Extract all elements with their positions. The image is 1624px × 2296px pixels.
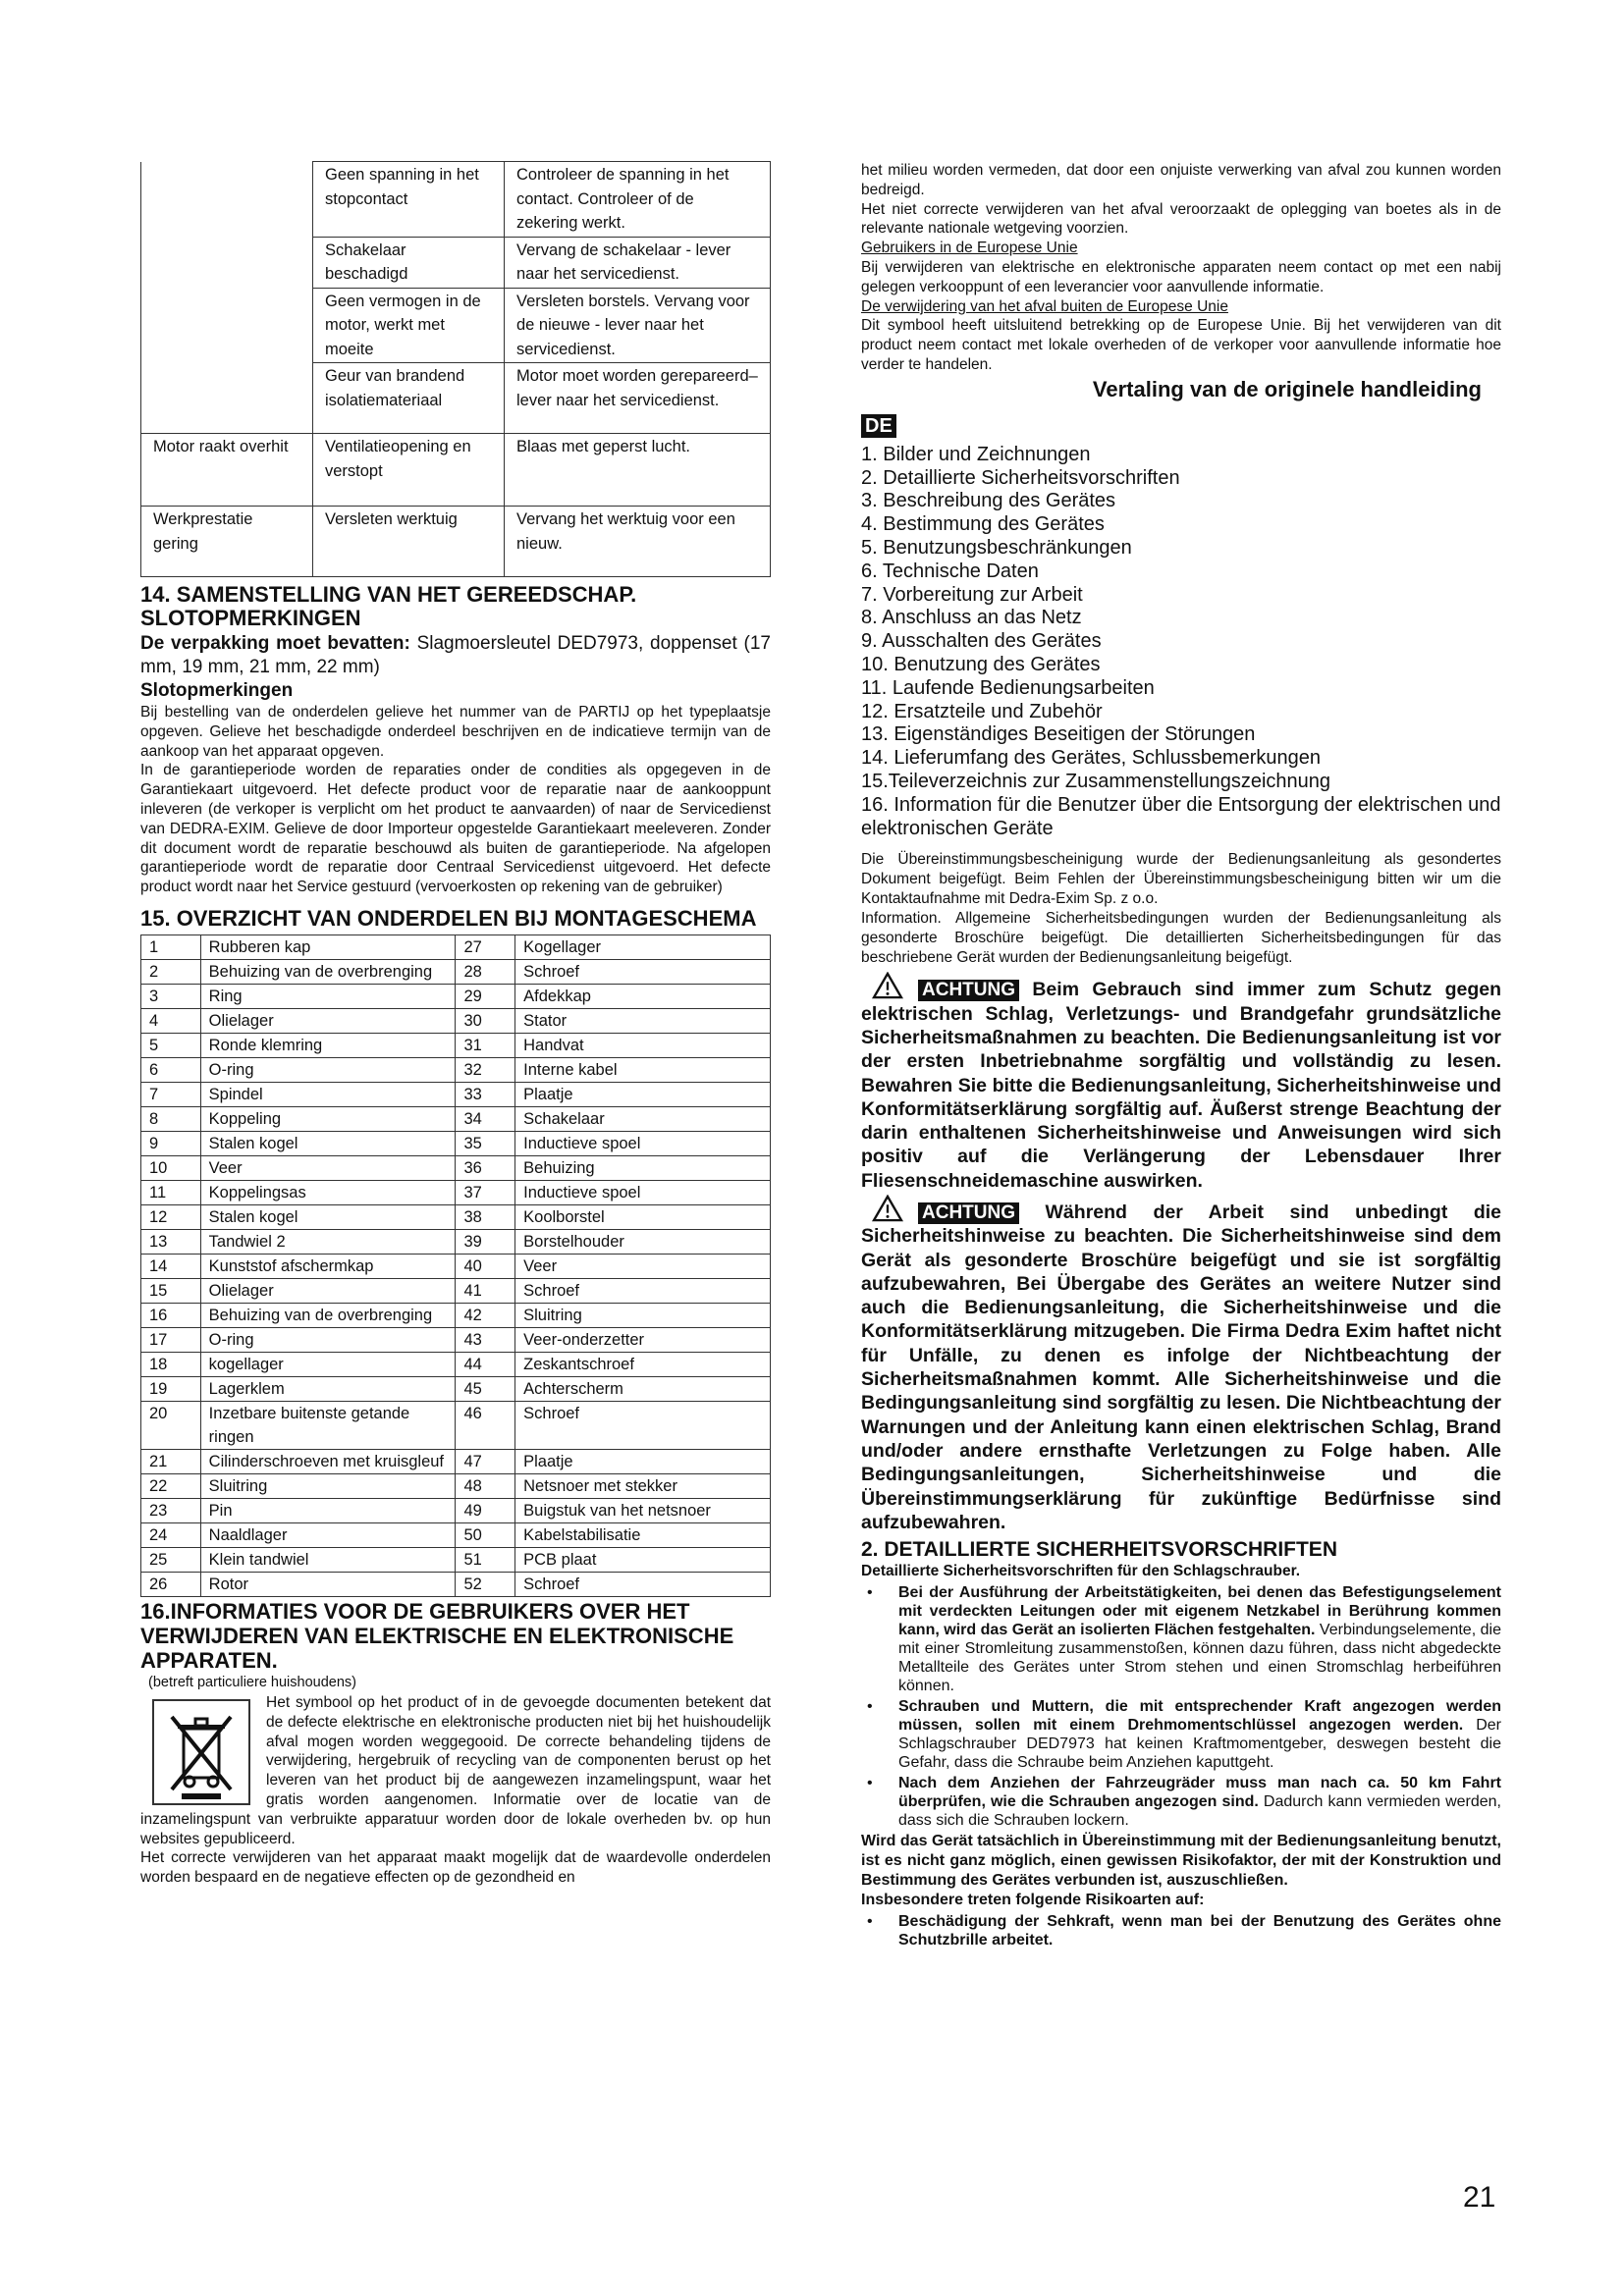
- parts-row: [141, 1376, 771, 1401]
- packaging-label: De verpakking moet bevatten:: [140, 633, 410, 654]
- part-name-cell: Inductieve spoel: [515, 1131, 771, 1155]
- section-14-sub: Slotopmerkingen: [140, 680, 294, 701]
- part-number-cell: 1: [141, 934, 201, 959]
- trouble-problem-cell: Geen spanning in het stopcontact: [313, 162, 505, 238]
- parts-row: [141, 1254, 771, 1278]
- section-16-title: 16.INFORMATIES VOOR DE GEBRUIKERS OVER HET VERWIJDEREN VAN ELEKTRISCHE EN ELEKTRONISCHE APPARATEN.: [140, 1598, 734, 1673]
- trouble-row: [141, 237, 771, 288]
- part-number-cell: 45: [456, 1376, 515, 1401]
- de-last-bullet: [861, 1912, 1501, 1949]
- part-name-cell: Ring: [200, 984, 456, 1008]
- part-number-cell: 36: [456, 1155, 515, 1180]
- de-bullet-bold: Schrauben und Muttern, die mit entsprechender Kraft angezogen werden müssen, sollen mit einem Drehmomentschlüssel angezogen werden.: [898, 1698, 1501, 1735]
- packaging-line: [140, 632, 771, 679]
- part-number-cell: 48: [456, 1473, 515, 1498]
- part-name-cell: O-ring: [200, 1327, 456, 1352]
- de-risk-types: Insbesondere treten folgende Risikoarten auf:: [861, 1892, 1205, 1909]
- parts-row: [141, 1522, 771, 1547]
- non-eu-title: De verwijdering van het afval buiten de Europese Unie: [861, 297, 1228, 315]
- parts-row: [141, 1547, 771, 1572]
- part-number-cell: 20: [141, 1401, 201, 1449]
- troubleshooting-table: [140, 161, 771, 577]
- part-name-cell: Olielager: [200, 1278, 456, 1303]
- trouble-cause-cell: [141, 288, 313, 363]
- toc-item: 12. Ersatzteile und Zubehör: [861, 700, 1103, 722]
- trouble-solution-cell: Motor moet worden gerepareerd– lever naar het servicedienst.: [505, 363, 771, 434]
- parts-row: [141, 934, 771, 959]
- parts-row: [141, 1057, 771, 1082]
- de-section-2-title: 2. DETAILLIERTE SICHERHEITSVORSCHRIFTEN: [861, 1538, 1337, 1562]
- section-14-p2: In de garantieperiode worden de reparaties onder de condities als opgegeven in de Garantiekaart uitgevoerd. Het defecte product voor de reparatie naar de aankooppunt inleveren (de verkoper is verplicht om het product te aanvaarden) of naar de Servicedienst van DEDRA-EXIM. Gelieve de door Importeur opgestelde Garantiekaart meeleveren. Zonder dit document wordt de reparatie beschouwd als buiten de garantieperiode. Na afgelopen garantieperiode wordt de reparatie door Centraal Servicedienst uitgevoerd. Het defecte product wordt naar het Service gestuurd (vervoerkosten op rekening van de gebruiker): [140, 762, 771, 896]
- toc-item: 3. Beschreibung des Gerätes: [861, 490, 1116, 512]
- parts-row: [141, 1449, 771, 1473]
- part-number-cell: 6: [141, 1057, 201, 1082]
- weee-p1: Het symbool op het product of in de gevoegde documenten betekent dat de defecte elektrische en elektronische producten niet bij het huishoudelijk afval mogen worden weggegooid. De correcte behandeling tijdens de verwijdering, hergebruik of recycling van de componenten berust op het leveren van het product bij de aangewezen inzamelingspunt, waar het gratis worden aangenomen. Informatie over de locatie van de inzamelingspunt van verbruikte apparatuur worden door de lokale overheden bv. op hun websites gepubliceerd.: [140, 1693, 771, 1847]
- part-number-cell: 11: [141, 1180, 201, 1204]
- part-number-cell: 14: [141, 1254, 201, 1278]
- part-name-cell: Rotor: [200, 1572, 456, 1596]
- part-name-cell: Veer: [515, 1254, 771, 1278]
- weee-block: [140, 1693, 771, 1888]
- part-number-cell: 4: [141, 1008, 201, 1033]
- part-name-cell: O-ring: [200, 1057, 456, 1082]
- trouble-solution-cell: Blaas met geperst lucht.: [505, 434, 771, 507]
- part-name-cell: Schroef: [515, 1278, 771, 1303]
- left-column: [140, 161, 771, 1888]
- warning-triangle-icon: [871, 972, 904, 999]
- trouble-cause-cell: [141, 237, 313, 288]
- language-badge-de: DE: [861, 414, 896, 438]
- part-name-cell: Veer-onderzetter: [515, 1327, 771, 1352]
- part-name-cell: Rubberen kap: [200, 934, 456, 959]
- toc-item: 8. Anschluss an das Netz: [861, 607, 1082, 629]
- part-number-cell: 5: [141, 1033, 201, 1057]
- trouble-row: [141, 507, 771, 577]
- part-number-cell: 15: [141, 1278, 201, 1303]
- part-name-cell: PCB plaat: [515, 1547, 771, 1572]
- bullet-dot: •: [867, 1698, 873, 1716]
- parts-row: [141, 1327, 771, 1352]
- part-name-cell: Sluitring: [515, 1303, 771, 1327]
- part-number-cell: 37: [456, 1180, 515, 1204]
- part-number-cell: 40: [456, 1254, 515, 1278]
- trouble-problem-cell: Geen vermogen in de motor, werkt met moeite: [313, 288, 505, 363]
- part-number-cell: 31: [456, 1033, 515, 1057]
- part-name-cell: Plaatje: [515, 1449, 771, 1473]
- parts-row: [141, 1278, 771, 1303]
- de-conformity-note: Die Übereinstimmungsbescheinigung wurde der Bedienungsanleitung als gesondertes Dokument beigefügt. Beim Fehlen der Übereinstimmungsbescheinigung bitten wir um die Kontaktaufnahme mit Dedra-Exim Sp. z o.o.: [861, 851, 1501, 908]
- part-name-cell: Stator: [515, 1008, 771, 1033]
- trouble-solution-cell: Controleer de spanning in het contact. Controleer of de zekering werkt.: [505, 162, 771, 238]
- part-number-cell: 32: [456, 1057, 515, 1082]
- trouble-problem-cell: Versleten werktuig: [313, 507, 505, 577]
- part-number-cell: 8: [141, 1106, 201, 1131]
- part-number-cell: 12: [141, 1204, 201, 1229]
- trouble-row: [141, 363, 771, 434]
- de-bullet-item: [861, 1697, 1501, 1772]
- part-number-cell: 10: [141, 1155, 201, 1180]
- part-number-cell: 23: [141, 1498, 201, 1522]
- part-name-cell: Spindel: [200, 1082, 456, 1106]
- part-number-cell: 26: [141, 1572, 201, 1596]
- part-name-cell: Ronde klemring: [200, 1033, 456, 1057]
- weee-p2: Het correcte verwijderen van het apparaat maakt mogelijk dat de waardevolle onderdelen worden bespaard en de negatieve effecten op de gezondheid en: [140, 1849, 771, 1887]
- de-risk-paragraph: Wird das Gerät tatsächlich in Übereinstimmung mit der Bedienungsanleitung benutzt, ist es nicht ganz möglich, einen gewissen Risikofaktor, der mit der Konstruktion und Bestimmung des Gerätes verbunden ist, auszuschließen.: [861, 1833, 1501, 1890]
- trouble-cause-cell: Werkprestatie gering: [141, 507, 313, 577]
- toc-item: 15.Teileverzeichnis zur Zusammenstellungszeichnung: [861, 770, 1331, 792]
- parts-row: [141, 1008, 771, 1033]
- part-name-cell: Buigstuk van het netsnoer: [515, 1498, 771, 1522]
- toc-item: 10. Benutzung des Gerätes: [861, 653, 1101, 675]
- part-number-cell: 47: [456, 1449, 515, 1473]
- part-name-cell: Achterscherm: [515, 1376, 771, 1401]
- crossed-out-bin-icon: [152, 1699, 250, 1805]
- trouble-cause-cell: Motor raakt overhit: [141, 434, 313, 507]
- part-name-cell: Inzetbare buitenste getande ringen: [200, 1401, 456, 1449]
- part-name-cell: Stalen kogel: [200, 1131, 456, 1155]
- de-information-note: Information. Allgemeine Sicherheitsbedingungen wurden der Bedienungsanleitung als gesonderte Broschüre beigefügt. Die detaillierten Sicherheitsbedingungen für das beschriebene Gerät wurden der Bedienungsanleitung beigefügt.: [861, 910, 1501, 967]
- part-number-cell: 3: [141, 984, 201, 1008]
- de-bullet-normal: Der Schlagschrauber DED7973 hat keinen Kraftmomentgeber, deswegen besteht die Gefahr, dass die Schraube beim Anziehen kaputtgeht.: [898, 1717, 1501, 1772]
- part-number-cell: 34: [456, 1106, 515, 1131]
- part-number-cell: 44: [456, 1352, 515, 1376]
- part-number-cell: 33: [456, 1082, 515, 1106]
- part-name-cell: Koppelingsas: [200, 1180, 456, 1204]
- bullet-dot: •: [867, 1584, 873, 1602]
- trouble-problem-cell: Ventilatieopening en verstopt: [313, 434, 505, 507]
- de-bullet-normal: Verbindungselemente, die mit einer Stromleitung zusammenstoßen, können dazu führen, dass nicht abgedeckte Metallteile des Gerätes unter Strom stehen und einen Stromschlag herbeiführen können.: [898, 1622, 1501, 1695]
- toc-item: 7. Vorbereitung zur Arbeit: [861, 583, 1083, 606]
- toc-item: 5. Benutzungsbeschränkungen: [861, 536, 1132, 559]
- part-number-cell: 24: [141, 1522, 201, 1547]
- de-bullet-item: [861, 1774, 1501, 1830]
- part-number-cell: 51: [456, 1547, 515, 1572]
- trouble-solution-cell: Vervang het werktuig voor een nieuw.: [505, 507, 771, 577]
- parts-row: [141, 1303, 771, 1327]
- parts-row: [141, 1082, 771, 1106]
- part-name-cell: Plaatje: [515, 1082, 771, 1106]
- trouble-solution-cell: Versleten borstels. Vervang voor de nieuwe - lever naar het servicedienst.: [505, 288, 771, 363]
- part-name-cell: Schroef: [515, 959, 771, 984]
- warning-2: [861, 1195, 1501, 1534]
- weee-p3: het milieu worden vermeden, dat door een onjuiste verwerking van afval zou kunnen worden bedreigd.: [861, 162, 1501, 198]
- page-number: 21: [1463, 2181, 1496, 2214]
- de-bullet-bold: Nach dem Anziehen der Fahrzeugräder muss man nach ca. 50 km Fahrt überprüfen, wie die Schrauben angezogen sind.: [898, 1775, 1501, 1811]
- parts-row: [141, 1180, 771, 1204]
- part-name-cell: Schakelaar: [515, 1106, 771, 1131]
- part-name-cell: Koppeling: [200, 1106, 456, 1131]
- parts-row: [141, 1033, 771, 1057]
- trouble-row: [141, 162, 771, 238]
- trouble-problem-cell: Geur van brandend isolatiemateriaal: [313, 363, 505, 434]
- parts-table: [140, 934, 771, 1597]
- non-eu-text: Dit symbool heeft uitsluitend betrekking op de Europese Unie. Bij het verwijderen van dit product neem contact met lokale overheden of de verkoper voor aanvullende informatie hoe verder te handelen.: [861, 317, 1501, 373]
- eu-users-text: Bij verwijderen van elektrische en elektronische apparaten neem contact op met een nabij gelegen verkooppunt of een leverancier voor aanvullende informatie.: [861, 258, 1501, 295]
- part-name-cell: Behuizing van de overbrenging: [200, 1303, 456, 1327]
- section-16-sub: (betreft particuliere huishoudens): [148, 1674, 356, 1690]
- de-bullet-bold: Bei der Ausführung der Arbeitstätigkeiten, bei denen das Befestigungselement mit verdeckten Leitungen oder mit eigenem Netzkabel in Berührung kommen kann, wird das Gerät an isolierten Flächen festgehalten.: [898, 1584, 1501, 1639]
- parts-row: [141, 1572, 771, 1596]
- part-name-cell: Veer: [200, 1155, 456, 1180]
- toc-item: 1. Bilder und Zeichnungen: [861, 443, 1091, 465]
- parts-row: [141, 1401, 771, 1449]
- section-14-title: 14. SAMENSTELLING VAN HET GEREEDSCHAP. SLOTOPMERKINGEN: [140, 582, 637, 630]
- toc-item: 4. Bestimmung des Gerätes: [861, 513, 1105, 536]
- parts-row: [141, 959, 771, 984]
- trouble-solution-cell: Vervang de schakelaar - lever naar het servicedienst.: [505, 237, 771, 288]
- parts-row: [141, 1204, 771, 1229]
- part-number-cell: 18: [141, 1352, 201, 1376]
- translation-note: Vertaling van de originele handleiding: [1092, 376, 1482, 401]
- warning-2-text: Während der Arbeit sind unbedingt die Sicherheitshinweise zu beachten. Die Sicherheitshinweise sind dem Gerät als gesonderte Broschüre beigefügt und sie ist sorgfältig aufzubewahren, Bei Übergabe des Gerätes an weitere Nutzer sind auch die Bedienungsanleitung, die Sicherheitshinweise und die Konformitätserklärung mitzugeben. Die Firma Dedra Exim haftet nicht für Unfälle, zu denen es infolge der Nichtbeachtung der Sicherheitsmaßnahmen kommt. Alle Sicherheitshinweise und die Bedingungsanleitung sind sorgfältig zu lesen. Die Nichtbeachtung der Warnungen und der Anleitung kann einen elektrischen Schlag, Brand und/oder andere ernsthafte Verletzungen zu Folge haben. Alle Bedingungsanleitungen, Sicherheitshinweise und die Übereinstimmungserklärung für zukünftige Bedürfnisse sind aufzubewahren.: [861, 1201, 1502, 1533]
- part-number-cell: 29: [456, 984, 515, 1008]
- parts-row: [141, 1498, 771, 1522]
- part-number-cell: 39: [456, 1229, 515, 1254]
- part-name-cell: Naaldlager: [200, 1522, 456, 1547]
- part-number-cell: 27: [456, 934, 515, 959]
- part-name-cell: Handvat: [515, 1033, 771, 1057]
- part-name-cell: Netsnoer met stekker: [515, 1473, 771, 1498]
- trouble-row: [141, 288, 771, 363]
- part-number-cell: 43: [456, 1327, 515, 1352]
- eu-users-title: Gebruikers in de Europese Unie: [861, 240, 1078, 257]
- part-name-cell: Tandwiel 2: [200, 1229, 456, 1254]
- part-number-cell: 28: [456, 959, 515, 984]
- part-name-cell: kogellager: [200, 1352, 456, 1376]
- part-name-cell: Cilinderschroeven met kruisgleuf: [200, 1449, 456, 1473]
- part-name-cell: Afdekkap: [515, 984, 771, 1008]
- bullet-dot: •: [867, 1913, 873, 1931]
- part-name-cell: Lagerklem: [200, 1376, 456, 1401]
- parts-row: [141, 1155, 771, 1180]
- part-number-cell: 9: [141, 1131, 201, 1155]
- part-number-cell: 50: [456, 1522, 515, 1547]
- part-name-cell: Olielager: [200, 1008, 456, 1033]
- toc-item: 13. Eigenständiges Beseitigen der Störungen: [861, 723, 1256, 746]
- de-last-bullet-text: Beschädigung der Sehkraft, wenn man bei der Benutzung des Gerätes ohne Schutzbrille arbeitet.: [898, 1913, 1501, 1949]
- packaging-text: Slagmoersleutel DED7973, doppenset (17 mm, 19 mm, 21 mm, 22 mm): [140, 633, 772, 677]
- part-number-cell: 19: [141, 1376, 201, 1401]
- warning-1-text: Beim Gebrauch sind immer zum Schutz gegen elektrischen Schlag, Verletzungs- und Brandgefahr grundsätzliche Sicherheitsmaßnahmen zu beachten. Die Bedienungsanleitung ist vor der ersten Inbetriebnahme sorgfältig und vollständig zu lesen. Bewahren Sie bitte die Bedienungsanleitung, Sicherheitshinweise und Konformitätserklärung sorgfältig auf. Äußerst strenge Beachtung der darin enthaltenen Sicherheitshinweise und Anweisungen wird sich positiv auf die Verlängerung der Lebensdauer Ihrer Fliesenschneidemaschine auswirken.: [861, 979, 1502, 1192]
- parts-row: [141, 1106, 771, 1131]
- part-number-cell: 13: [141, 1229, 201, 1254]
- part-number-cell: 52: [456, 1572, 515, 1596]
- weee-p4: Het niet correcte verwijderen van het afval veroorzaakt de oplegging van boetes als in de relevante nationale wetgeving voorzien.: [861, 200, 1501, 238]
- part-number-cell: 35: [456, 1131, 515, 1155]
- part-name-cell: Behuizing van de overbrenging: [200, 959, 456, 984]
- part-name-cell: Schroef: [515, 1572, 771, 1596]
- toc-item: 6. Technische Daten: [861, 560, 1039, 582]
- part-name-cell: Schroef: [515, 1401, 771, 1449]
- toc-item: 14. Lieferumfang des Gerätes, Schlussbemerkungen: [861, 747, 1322, 770]
- parts-row: [141, 1352, 771, 1376]
- table-of-contents: [861, 444, 1501, 841]
- part-number-cell: 38: [456, 1204, 515, 1229]
- parts-row: [141, 1473, 771, 1498]
- right-column: [861, 161, 1501, 1949]
- de-section-2-sub: Detaillierte Sicherheitsvorschriften für den Schlagschrauber.: [861, 1563, 1301, 1580]
- part-number-cell: 22: [141, 1473, 201, 1498]
- part-name-cell: Kogellager: [515, 934, 771, 959]
- trouble-row: [141, 434, 771, 507]
- toc-item: 11. Laufende Bedienungsarbeiten: [861, 676, 1155, 699]
- part-number-cell: 16: [141, 1303, 201, 1327]
- toc-item: 9. Ausschalten des Gerätes: [861, 630, 1102, 653]
- part-name-cell: Koolborstel: [515, 1204, 771, 1229]
- parts-row: [141, 1131, 771, 1155]
- part-number-cell: 25: [141, 1547, 201, 1572]
- warning-triangle-icon: [871, 1195, 904, 1222]
- trouble-cause-cell: [141, 162, 313, 238]
- part-name-cell: Behuizing: [515, 1155, 771, 1180]
- section-14-p1: Bij bestelling van de onderdelen gelieve het nummer van de PARTIJ op het typeplaatsje opgeven. Gelieve het beschadigde onderdeel beschrijven en de indicatieve termijn van de aankoop van het apparaat opgeven.: [140, 704, 771, 760]
- toc-item: 2. Detaillierte Sicherheitsvorschriften: [861, 466, 1180, 489]
- warning-1: [861, 972, 1501, 1193]
- part-number-cell: 17: [141, 1327, 201, 1352]
- achtung-badge: ACHTUNG: [918, 980, 1019, 1001]
- de-bullet-item: [861, 1583, 1501, 1695]
- part-number-cell: 41: [456, 1278, 515, 1303]
- part-name-cell: Borstelhouder: [515, 1229, 771, 1254]
- toc-item: 16. Information für die Benutzer über die Entsorgung der elektrischen und elektronischen Geräte: [861, 793, 1501, 839]
- section-15-title: 15. OVERZICHT VAN ONDERDELEN BIJ MONTAGESCHEMA: [140, 905, 757, 931]
- part-name-cell: Pin: [200, 1498, 456, 1522]
- part-name-cell: Sluitring: [200, 1473, 456, 1498]
- de-bullet-list: [861, 1583, 1501, 1830]
- part-name-cell: Kabelstabilisatie: [515, 1522, 771, 1547]
- de-bullet-normal: Dadurch kann vermieden werden, dass sich die Schrauben lockern.: [898, 1793, 1502, 1830]
- part-name-cell: Zeskantschroef: [515, 1352, 771, 1376]
- bullet-dot: •: [867, 1775, 873, 1792]
- part-name-cell: Interne kabel: [515, 1057, 771, 1082]
- part-number-cell: 42: [456, 1303, 515, 1327]
- part-number-cell: 21: [141, 1449, 201, 1473]
- part-number-cell: 7: [141, 1082, 201, 1106]
- trouble-problem-cell: Schakelaar beschadigd: [313, 237, 505, 288]
- part-name-cell: Inductieve spoel: [515, 1180, 771, 1204]
- part-number-cell: 49: [456, 1498, 515, 1522]
- achtung-badge: ACHTUNG: [918, 1202, 1019, 1224]
- trouble-cause-cell: [141, 363, 313, 434]
- part-name-cell: Kunststof afschermkap: [200, 1254, 456, 1278]
- part-number-cell: 30: [456, 1008, 515, 1033]
- parts-row: [141, 1229, 771, 1254]
- part-number-cell: 46: [456, 1401, 515, 1449]
- part-name-cell: Klein tandwiel: [200, 1547, 456, 1572]
- parts-row: [141, 984, 771, 1008]
- part-number-cell: 2: [141, 959, 201, 984]
- part-name-cell: Stalen kogel: [200, 1204, 456, 1229]
